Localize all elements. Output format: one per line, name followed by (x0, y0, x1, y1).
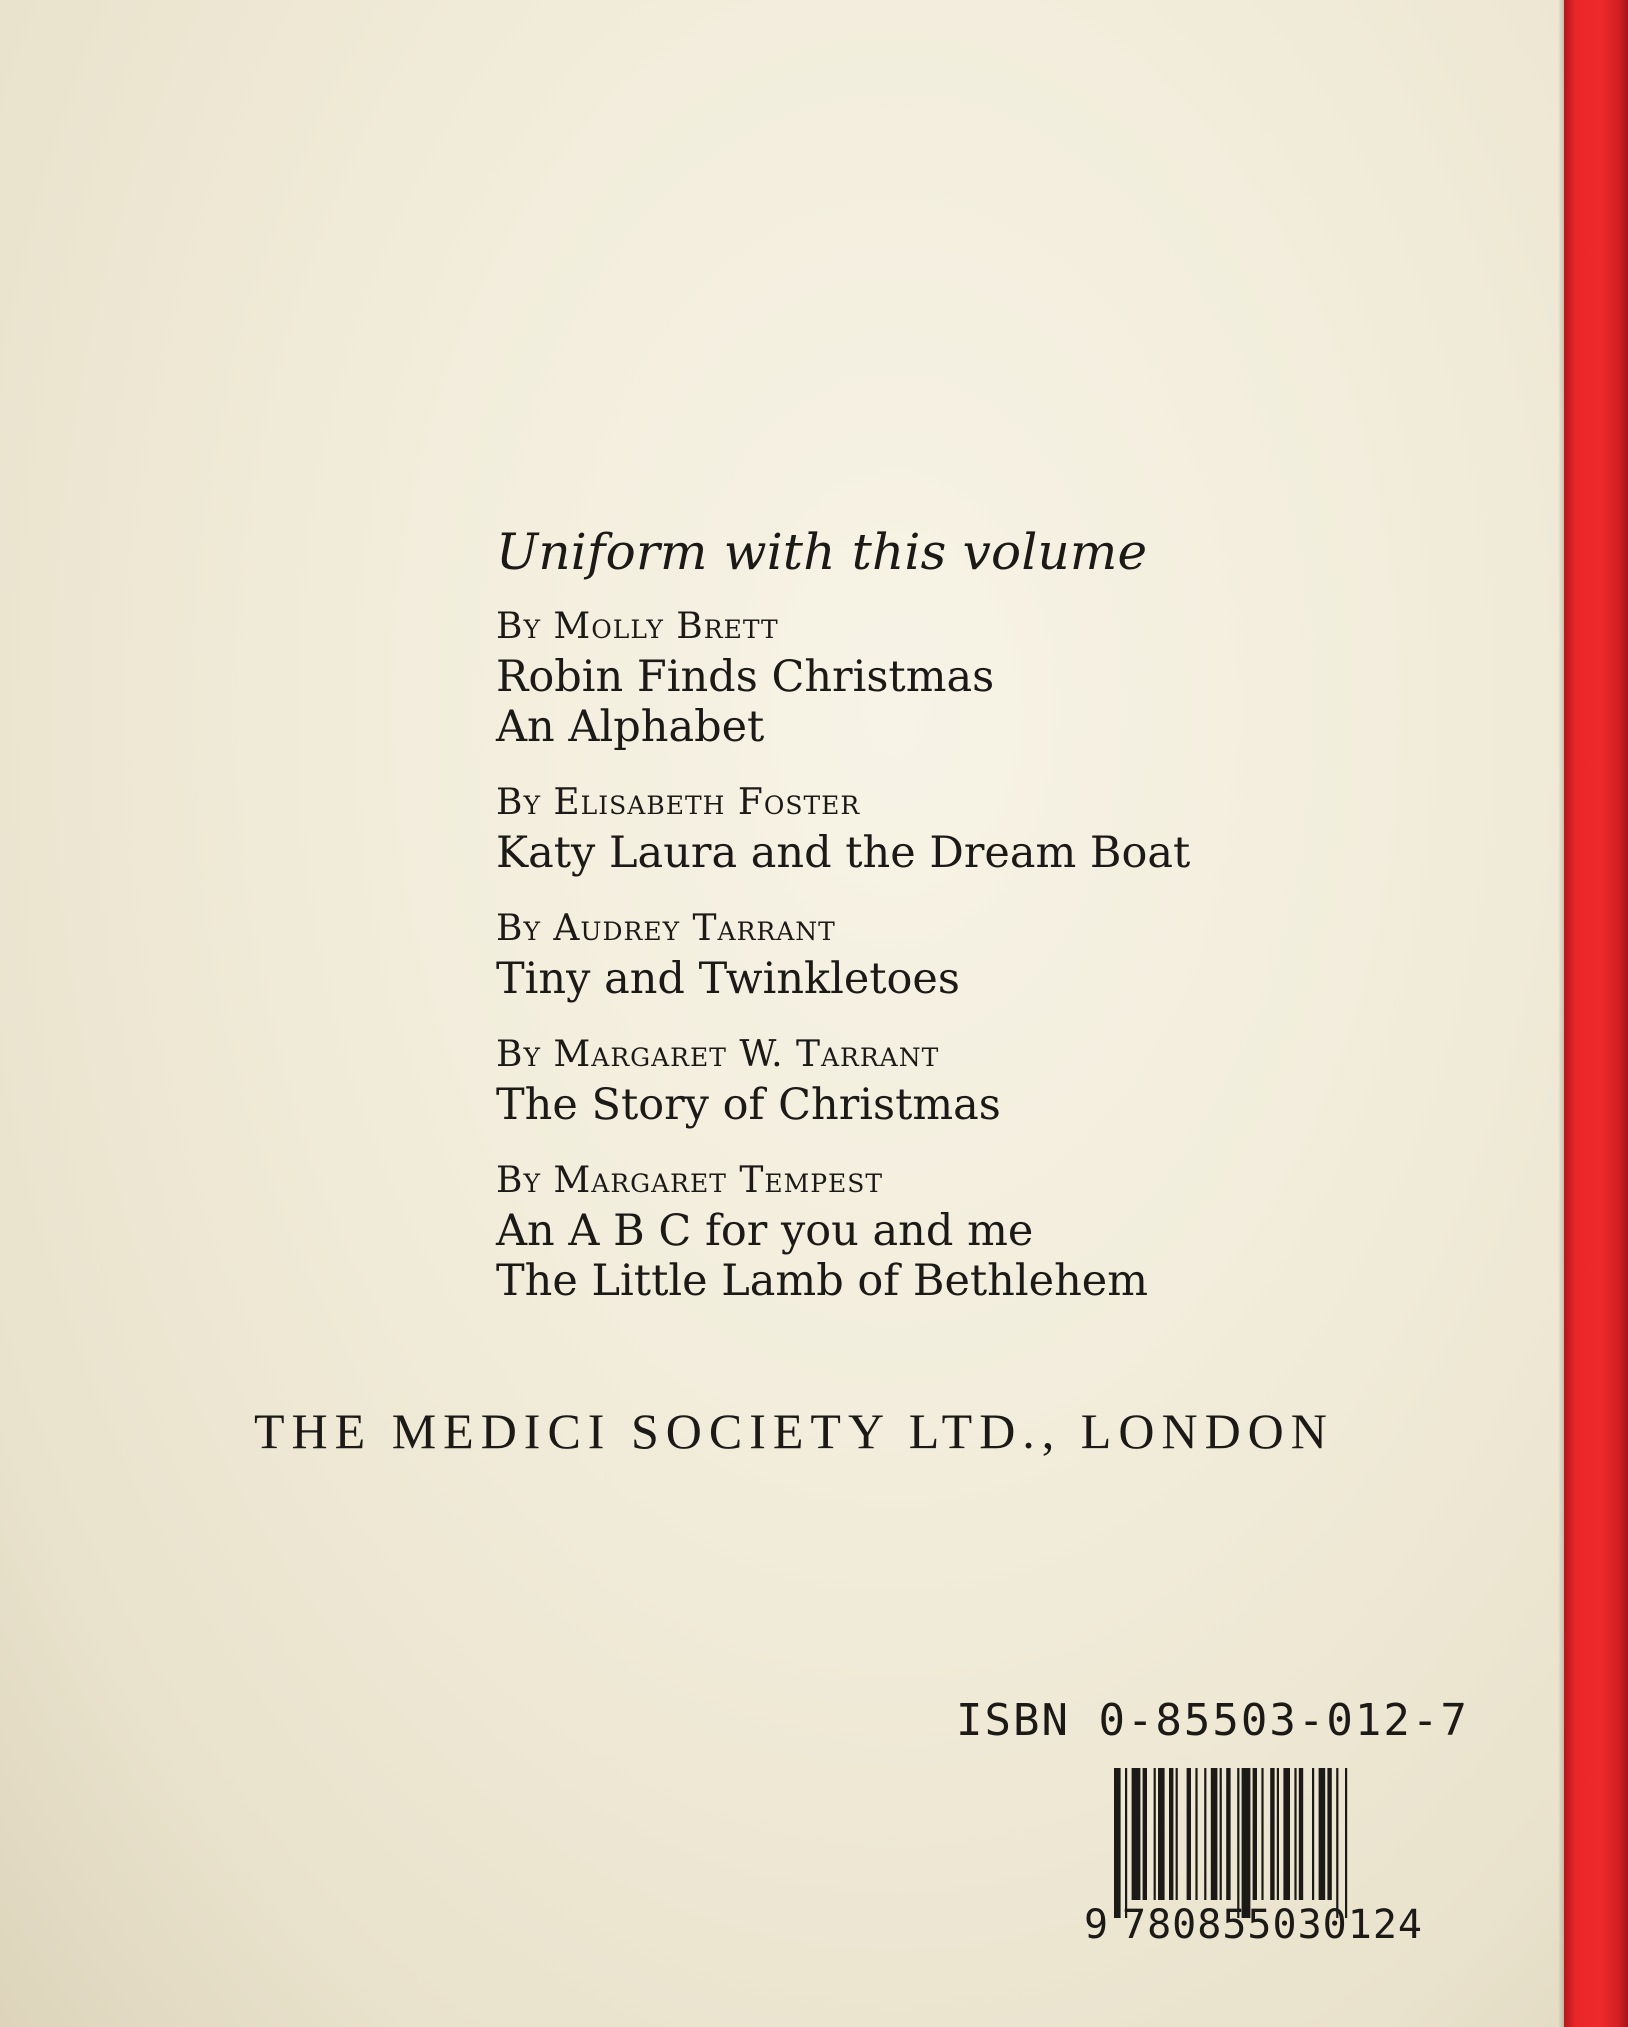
barcode-bar (1176, 1768, 1178, 1900)
author-name: By Audrey Tarrant (496, 908, 836, 949)
list-heading: Uniform with this volume (496, 523, 1148, 581)
barcode-bar (1345, 1768, 1347, 1918)
isbn-number: ISBN 0-85503-012-7 (956, 1695, 1469, 1746)
barcode-bar (1143, 1768, 1147, 1900)
barcode-bar (1114, 1768, 1121, 1918)
barcode-bar (1125, 1768, 1127, 1918)
barcode-bar (1299, 1768, 1303, 1900)
barcode-bar (1187, 1768, 1191, 1900)
barcode-bar (1336, 1768, 1338, 1918)
barcode-bar (1220, 1768, 1222, 1900)
author-group (496, 602, 1256, 752)
barcode-bar (1312, 1768, 1314, 1900)
barcode-bar (1253, 1768, 1257, 1900)
author-name: By Margaret Tempest (496, 1160, 884, 1201)
barcode-bar (1226, 1768, 1230, 1900)
barcode-bar (1327, 1768, 1331, 1900)
barcode-bar (1158, 1768, 1165, 1900)
barcode-bar (1319, 1768, 1326, 1900)
barcode-bar (1242, 1768, 1251, 1918)
book-title: Robin Finds Christmas (496, 652, 995, 702)
book-title: An A B C for you and me (496, 1206, 1034, 1256)
barcode-image (1110, 1768, 1496, 1918)
barcode-bar (1294, 1768, 1296, 1900)
book-title: An Alphabet (496, 702, 765, 752)
book-title: The Little Lamb of Bethlehem (496, 1256, 1148, 1306)
uniform-volumes-list (496, 520, 1256, 1332)
book-title: The Story of Christmas (496, 1080, 1001, 1130)
book-title: Katy Laura and the Dream Boat (496, 828, 1191, 878)
barcode-bar (1169, 1768, 1173, 1900)
author-name: By Molly Brett (496, 606, 779, 647)
barcode-bar (1261, 1768, 1263, 1900)
barcode-first-digit: 9 (1084, 1902, 1109, 1948)
author-group (496, 1030, 1256, 1130)
barcode-bar (1195, 1768, 1197, 1900)
author-name: By Elisabeth Foster (496, 782, 861, 823)
barcode-bar (1132, 1768, 1141, 1900)
barcode-bar (1204, 1768, 1206, 1900)
book-title: Tiny and Twinkletoes (496, 954, 960, 1004)
red-spine (1564, 0, 1628, 2027)
publisher-imprint: THE MEDICI SOCIETY LTD., LONDON (254, 1403, 1334, 1459)
barcode-digits: 780855030124 (1122, 1902, 1423, 1948)
barcode-bars (1110, 1768, 1496, 1918)
barcode-bar (1154, 1768, 1156, 1900)
author-group (496, 1156, 1256, 1306)
barcode-bar (1237, 1768, 1239, 1918)
author-group (496, 778, 1256, 878)
barcode-bar (1283, 1768, 1290, 1900)
author-group (496, 904, 1256, 1004)
author-name: By Margaret W. Tarrant (496, 1034, 940, 1075)
barcode-bar (1277, 1768, 1279, 1900)
barcode-bar (1270, 1768, 1274, 1900)
barcode-bar (1211, 1768, 1218, 1900)
